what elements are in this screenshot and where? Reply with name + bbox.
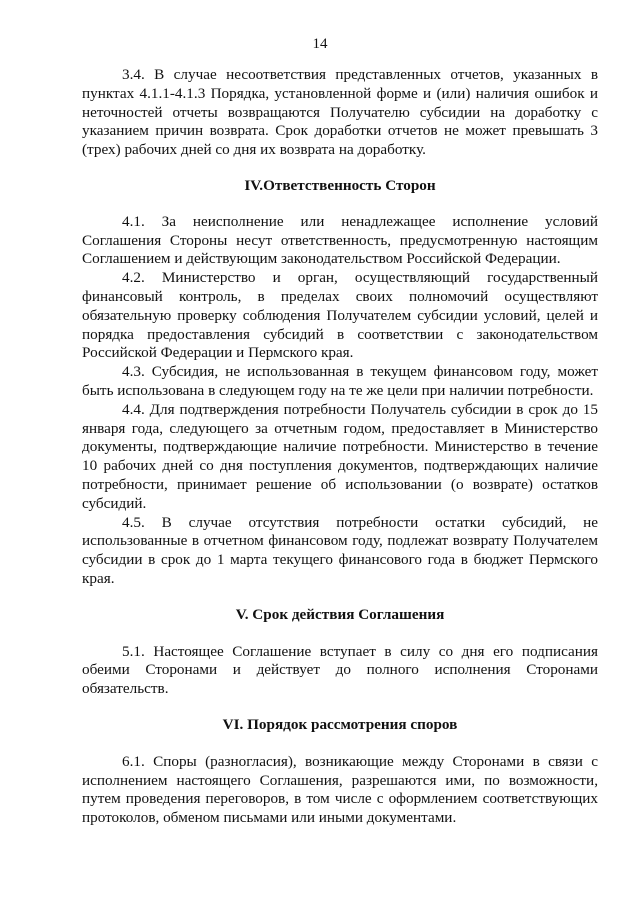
page-number: 14	[312, 36, 328, 52]
section-heading-vi: VI. Порядок рассмотрения споров	[222, 715, 458, 733]
paragraph-4-5: 4.5. В случае отсутствия потребности остатки субсидий, не использованные в отчетном финансовом году, подлежат возврату Получателем субсидии в срок до 1 марта текущего финансового года в бюджет Пермского края.	[82, 513, 598, 587]
section-heading-v: V. Срок действия Соглашения	[235, 605, 445, 623]
paragraph-4-2: 4.2. Министерство и орган, осуществляющий государственный финансовый контроль, в пределах своих полномочий осуществляют обязательную проверку соблюдения Получателем субсидии условий, целей и порядка предоставления субсидий в соответствии с законодательством Российской Федерации и Пермского края.	[82, 269, 598, 362]
paragraph-4-3: 4.3. Субсидия, не использованная в текущем финансовом году, может быть использована в следующем году на те же цели при наличии потребности.	[82, 363, 598, 399]
paragraph-4-1: 4.1. За неисполнение или ненадлежащее исполнение условий Соглашения Стороны несут ответственность, предусмотренную настоящим Соглашением и действующим законодательством Российской Федерации.	[82, 212, 598, 268]
document-body	[82, 66, 598, 828]
paragraph-6-1: 6.1. Споры (разногласия), возникающие между Сторонами в связи с исполнением настоящего Соглашения, разрешаются ими, по возможности, путем проведения переговоров, в том числе с оформлением соответствующих протоколов, обменом письмами или иными документами.	[82, 752, 598, 827]
section-heading-iv: IV.Ответственность Сторон	[244, 176, 436, 194]
paragraph-4-4: 4.4. Для подтверждения потребности Получатель субсидии в срок до 15 января года, следующего за отчетным годом, предоставляет в Министерство документы, подтверждающие наличие потребности. Министерство в течение 10 рабочих дней со дня поступления документов, подтверждающих наличие потребности, принимает решение об использовании (о возврате) остатков субсидий.	[82, 400, 598, 512]
paragraph-5-1: 5.1. Настоящее Соглашение вступает в силу со дня его подписания обеими Сторонами и действует до полного исполнения Сторонами обязательств.	[82, 642, 598, 698]
paragraph-3-4: 3.4. В случае несоответствия представленных отчетов, указанных в пунктах 4.1.1-4.1.3 Порядка, установленной форме и (или) наличия ошибок и неточностей отчеты возвращаются Получателю субсидии на доработку с указанием причин возврата. Срок доработки отчетов не может превышать 3 (трех) рабочих дней со дня их возврата на доработку.	[82, 66, 598, 159]
